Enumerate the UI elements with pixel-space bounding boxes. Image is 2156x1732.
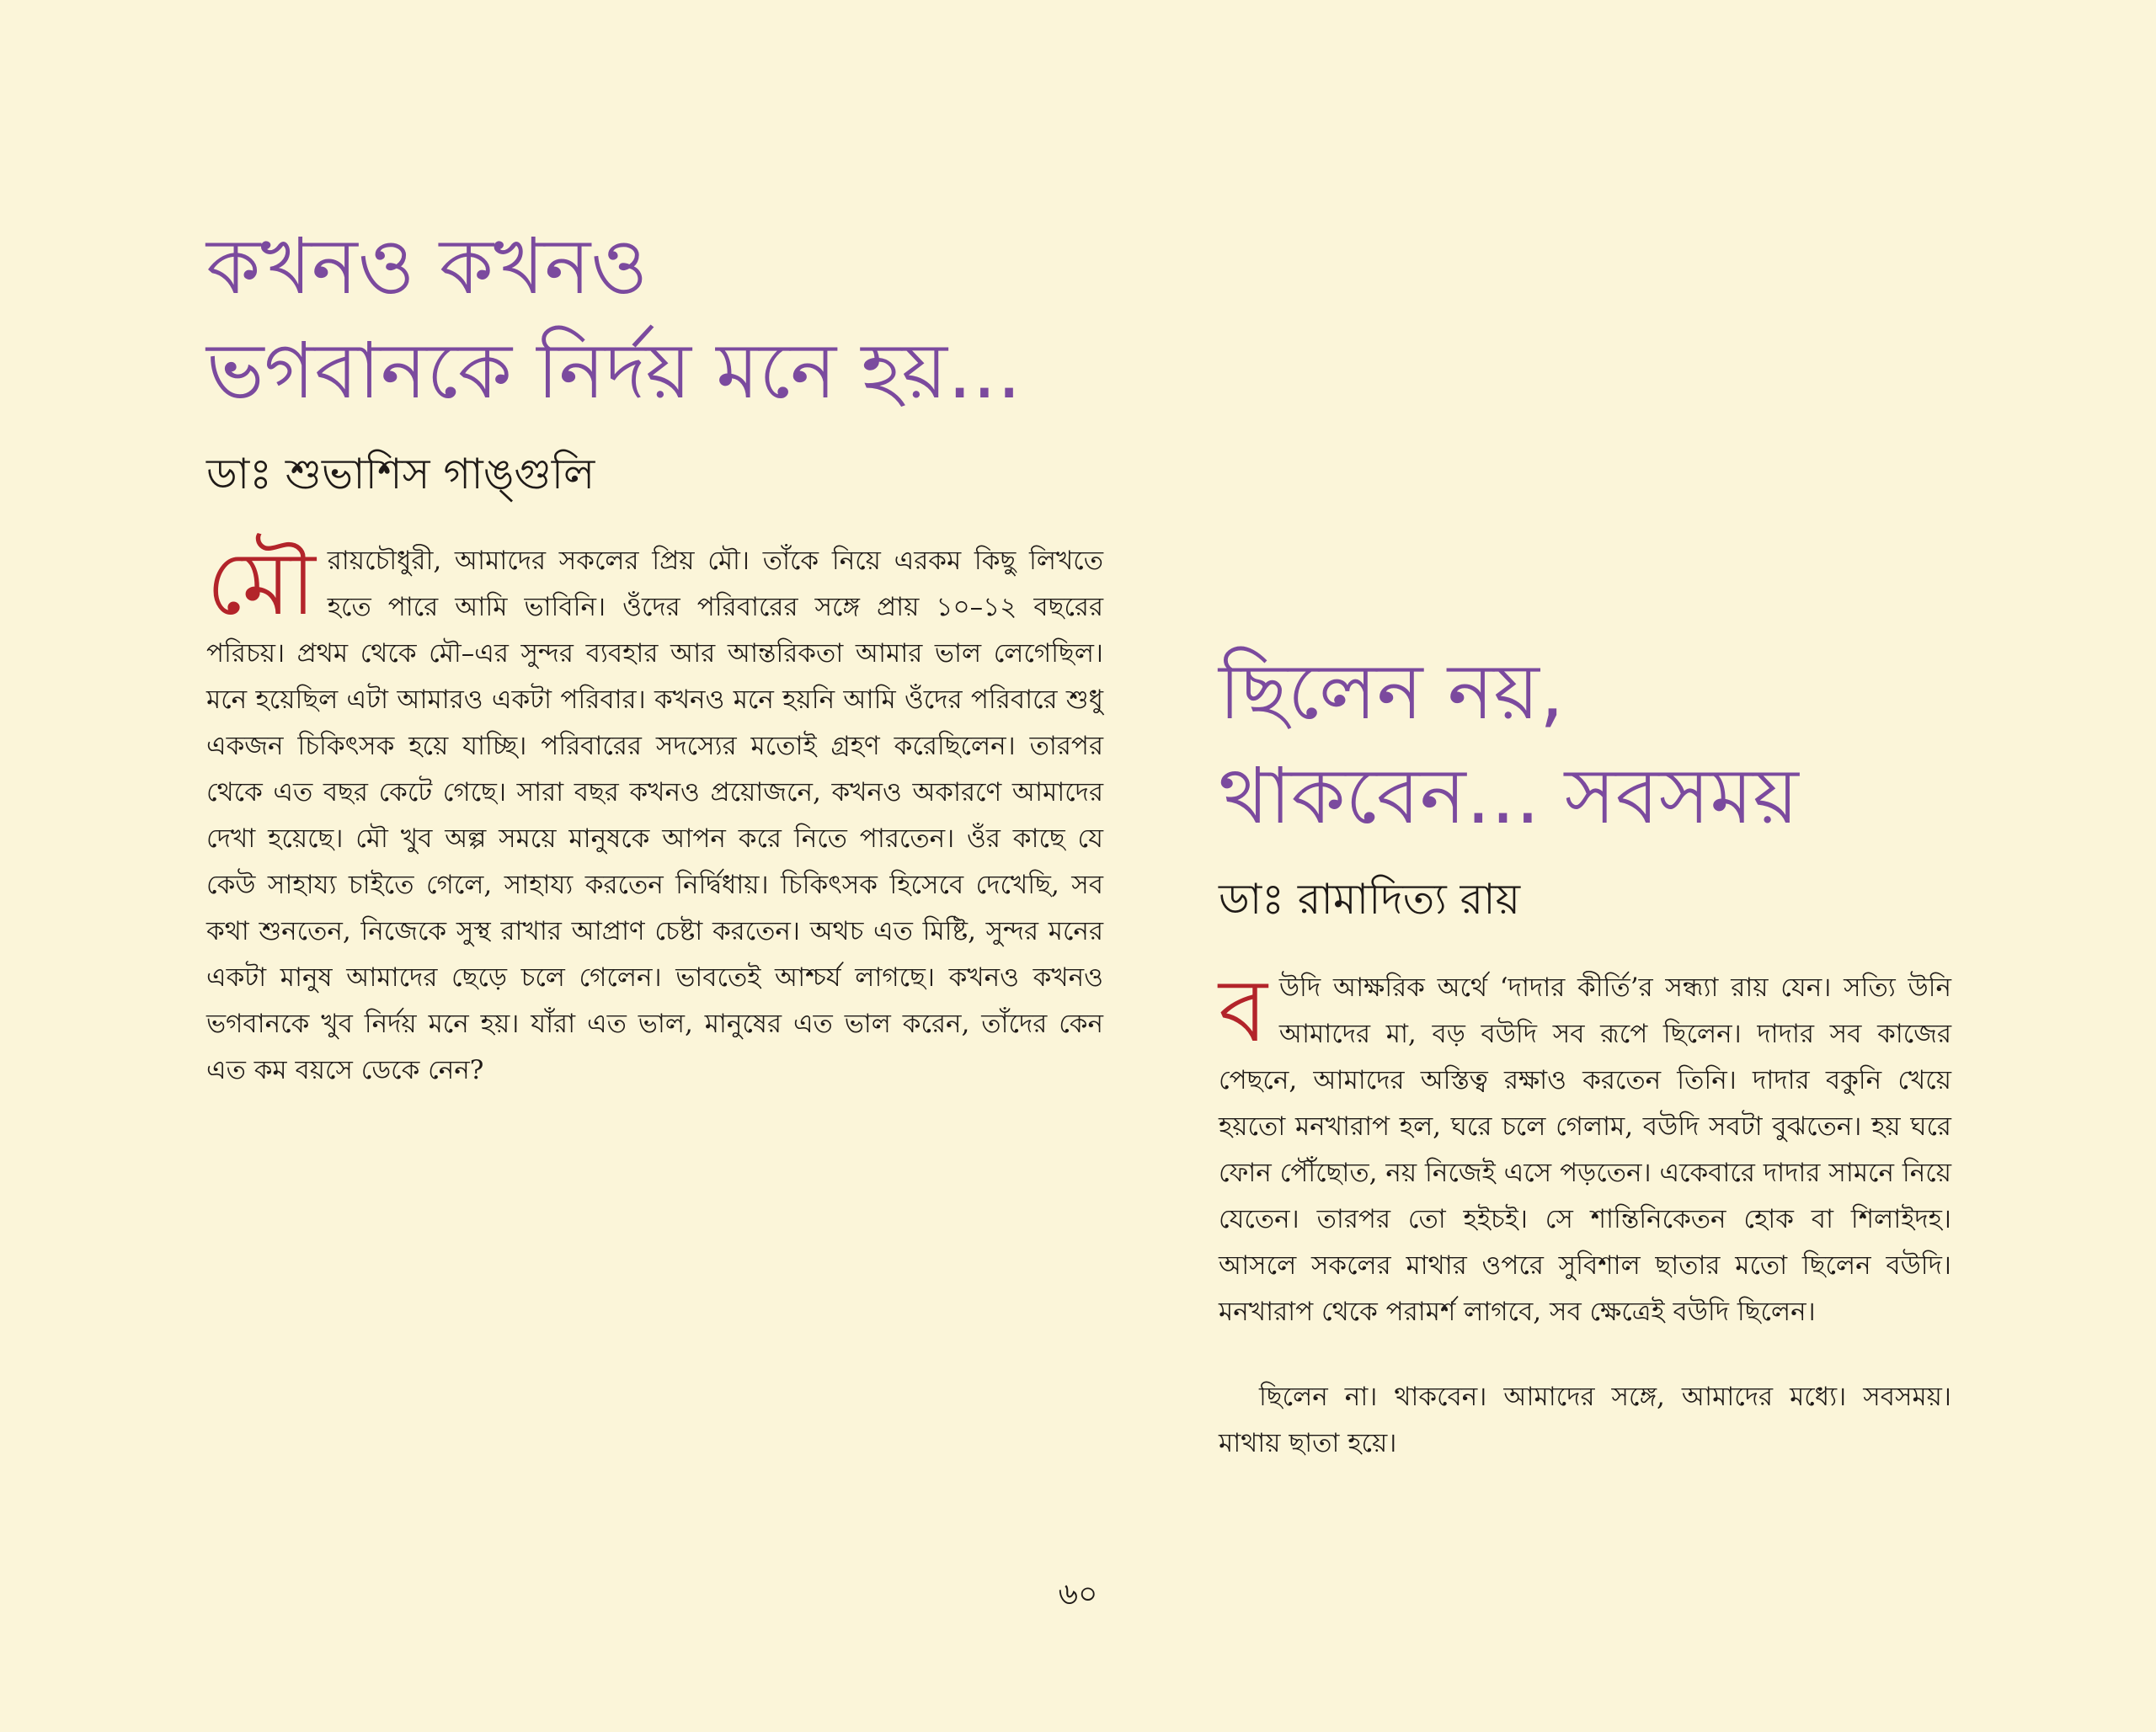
right-body-text: উদি আক্ষরিক অর্থে ‘দাদার কীর্তি’র সন্ধ্যা রায় যেন। সত্যি উনি আমাদের মা, বড় বউদি সব রূপে ছিলেন। দাদার সব কাজের পেছনে, আমাদের অস্তিত্ব রক্ষাও করতেন তিনি। দাদার বকুনি খেয়ে হয়তো মনখারাপ হল, ঘরে চলে গেলাম, বউদি সবটা বুঝতেন। হয় ঘরে ফোন পৌঁছোত, নয় নিজেই এসে পড়তেন। একেবারে দাদার সামনে নিয়ে যেতেন। তারপর তো হইচই। সে শান্তিনিকেতন হোক বা শিলাইদহ। আসলে সকলের মাথার ওপরে সুবিশাল ছাতার মতো ছিলেন বউদি। মনখারাপ থেকে পরামর্শ লাগবে, সব ক্ষেত্রেই বউদি ছিলেন। <box>1219 973 1951 1327</box>
left-article-author: ডাঃ শুভাশিস গাঙ্গুলি <box>206 450 595 498</box>
left-title-line-1: কখনও কখনও <box>206 221 648 312</box>
page-number: ৬০ <box>1058 1577 1098 1612</box>
left-title-line-2: ভগবানকে নির্দয় মনে হয়... <box>206 326 1022 416</box>
right-dropcap: ব <box>1219 959 1267 1062</box>
right-article-title <box>1219 640 1951 849</box>
right-article-body-paragraph-2: ছিলেন না। থাকবেন। আমাদের সঙ্গে, আমাদের মধ্যে। সবসময়। মাথায় ছাতা হয়ে। <box>1219 1382 1951 1458</box>
right-article-author: ডাঃ রামাদিত্য রায় <box>1219 875 1521 924</box>
right-article-body <box>1219 959 1951 1335</box>
right-title-line-2: থাকবেন... সবসময় <box>1219 751 1799 841</box>
right-title-line-1: ছিলেন নয়, <box>1219 647 1565 737</box>
right-article <box>1219 640 1951 1467</box>
left-body-text: রায়চৌধুরী, আমাদের সকলের প্রিয় মৌ। তাঁকে নিয়ে এরকম কিছু লিখতে হতে পারে আমি ভাবিনি। ওঁদের পরিবারের সঙ্গে প্রায় ১০–১২ বছরের পরিচয়। প্রথম থেকে মৌ–এর সুন্দর ব্যবহার আর আন্তরিকতা আমার ভাল লেগেছিল। মনে হয়েছিল এটা আমারও একটা পরিবার। কখনও মনে হয়নি আমি ওঁদের পরিবারে শুধু একজন চিকিৎসক হয়ে যাচ্ছি। পরিবারের সদস্যের মতোই গ্রহণ করেছিলেন। তারপর থেকে এত বছর কেটে গেছে। সারা বছর কখনও প্রয়োজনে, কখনও অকারণে আমাদের দেখা হয়েছে। মৌ খুব অল্প সময়ে মানুষকে আপন করে নিতে পারতেন। ওঁর কাছে যে কেউ সাহায্য চাইতে গেলে, সাহায্য করতেন নির্দ্বিধায়। চিকিৎসক হিসেবে দেখেছি, সব কথা শুনতেন, নিজেকে সুস্থ রাখার আপ্রাণ চেষ্টা করতেন। অথচ এত মিষ্টি, সুন্দর মনের একটা মানুষ আমাদের ছেড়ে চলে গেলেন। ভাবতেই আশ্চর্য লাগছে। কখনও কখনও ভগবানকে খুব নির্দয় মনে হয়। যাঁরা এত ভাল, মানুষের এত ভাল করেন, তাঁদের কেন এত কম বয়সে ডেকে নেন? <box>206 546 1103 1085</box>
left-article <box>206 215 1103 1094</box>
left-article-body <box>206 532 1103 1094</box>
left-dropcap: মৌ <box>206 532 316 635</box>
left-article-title <box>206 215 1103 424</box>
